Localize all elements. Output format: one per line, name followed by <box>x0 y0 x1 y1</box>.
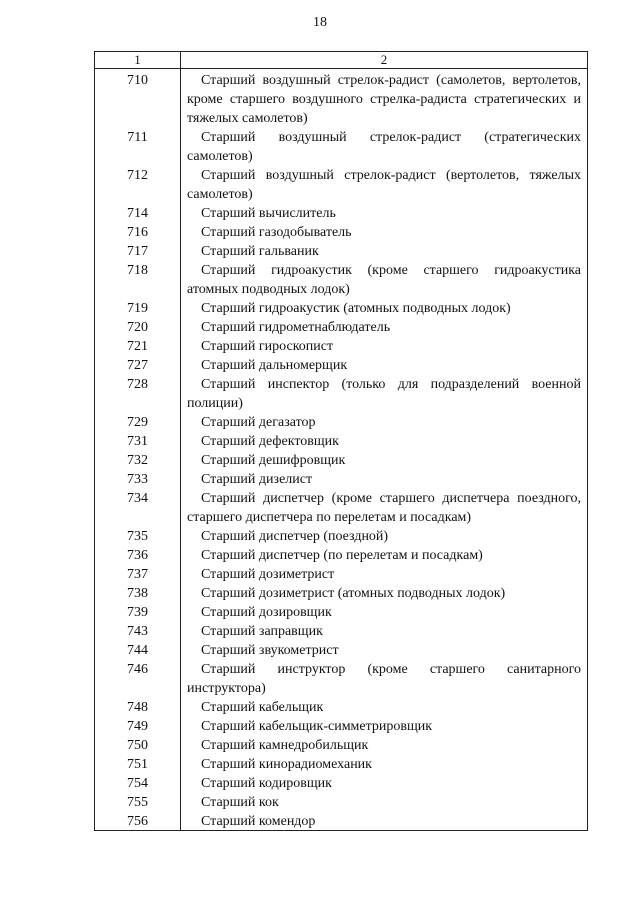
row-occupation-name: Старший камнедробильщик <box>201 738 369 753</box>
table-row <box>95 527 587 546</box>
row-occupation-name: Старший кок <box>201 795 279 810</box>
row-occupation-name: Старший гироскопист <box>201 339 334 354</box>
row-code: 711 <box>127 130 148 145</box>
row-code: 717 <box>127 244 148 259</box>
occupation-table <box>94 51 588 831</box>
table-row <box>95 223 587 242</box>
row-occupation-name: Старший дозиметрист (атомных подводных лодок) <box>201 586 506 601</box>
row-occupation-name: Старший кабельщик <box>201 700 324 715</box>
row-code: 734 <box>127 491 148 506</box>
table-row <box>95 565 587 584</box>
row-code: 744 <box>127 643 148 658</box>
table-row <box>95 242 587 261</box>
row-code: 733 <box>127 472 148 487</box>
table-row <box>95 622 587 641</box>
table-row <box>95 603 587 622</box>
row-code: 718 <box>127 263 148 278</box>
row-occupation-name: Старший инструктор (кроме старшего санитарного инструктора) <box>187 662 581 696</box>
page-number: 18 <box>313 15 327 30</box>
table-row <box>95 641 587 660</box>
row-occupation-name: Старший воздушный стрелок-радист (стратегических самолетов) <box>187 130 581 164</box>
row-code: 743 <box>127 624 148 639</box>
row-code: 720 <box>127 320 148 335</box>
row-occupation-name: Старший дальномерщик <box>201 358 348 373</box>
table-row <box>95 337 587 356</box>
table-row <box>95 717 587 736</box>
table-row <box>95 489 587 527</box>
row-code: 748 <box>127 700 148 715</box>
row-code: 751 <box>127 757 148 772</box>
row-occupation-name: Старший инспектор (только для подразделений военной полиции) <box>187 377 581 411</box>
row-code: 729 <box>127 415 148 430</box>
row-code: 755 <box>127 795 148 810</box>
row-occupation-name: Старший гидроакустик (атомных подводных лодок) <box>201 301 511 316</box>
row-code: 739 <box>127 605 148 620</box>
table-row <box>95 375 587 413</box>
row-occupation-name: Старший дозировщик <box>201 605 332 620</box>
table-header <box>95 52 587 69</box>
row-occupation-name: Старший воздушный стрелок-радист (вертолетов, тяжелых самолетов) <box>187 168 581 202</box>
row-code: 727 <box>127 358 148 373</box>
table-row <box>95 812 587 831</box>
row-code: 732 <box>127 453 148 468</box>
table-row <box>95 774 587 793</box>
row-occupation-name: Старший дегазатор <box>201 415 316 430</box>
table-row <box>95 584 587 603</box>
row-occupation-name: Старший гидрометнаблюдатель <box>201 320 391 335</box>
table-row <box>95 470 587 489</box>
table-row <box>95 413 587 432</box>
row-code: 756 <box>127 814 148 829</box>
header-col-2: 2 <box>380 52 388 67</box>
row-occupation-name: Старший заправщик <box>201 624 323 639</box>
row-code: 728 <box>127 377 148 392</box>
row-occupation-name: Старший дешифровщик <box>201 453 346 468</box>
row-code: 716 <box>127 225 148 240</box>
row-occupation-name: Старший дизелист <box>201 472 313 487</box>
table-row <box>95 204 587 223</box>
table-row <box>95 432 587 451</box>
row-occupation-name: Старший диспетчер (по перелетам и посадкам) <box>201 548 483 563</box>
header-col-1: 1 <box>134 52 141 67</box>
table-row <box>95 128 587 166</box>
row-occupation-name: Старший гальваник <box>201 244 319 259</box>
table-row <box>95 736 587 755</box>
row-occupation-name: Старший кабельщик-симметрировщик <box>201 719 433 734</box>
table-row <box>95 793 587 812</box>
row-occupation-name: Старший диспетчер (поездной) <box>201 529 389 544</box>
row-occupation-name: Старший звукометрист <box>201 643 339 658</box>
table-row <box>95 698 587 717</box>
row-occupation-name: Старший кодировщик <box>201 776 332 791</box>
row-code: 750 <box>127 738 148 753</box>
row-code: 710 <box>127 73 148 88</box>
row-code: 736 <box>127 548 148 563</box>
table-row <box>95 71 587 128</box>
table-row <box>95 166 587 204</box>
row-code: 731 <box>127 434 148 449</box>
table-row <box>95 660 587 698</box>
row-occupation-name: Старший кинорадиомеханик <box>201 757 372 772</box>
table-row <box>95 546 587 565</box>
table-row <box>95 299 587 318</box>
row-code: 746 <box>127 662 148 677</box>
table-row <box>95 755 587 774</box>
row-code: 719 <box>127 301 148 316</box>
row-code: 749 <box>127 719 148 734</box>
row-occupation-name: Старший дозиметрист <box>201 567 335 582</box>
row-code: 714 <box>127 206 148 221</box>
table-row <box>95 356 587 375</box>
row-occupation-name: Старший воздушный стрелок-радист (самолетов, вертолетов, кроме старшего воздушного стрелка-радиста стратегических и тяжелых самолетов) <box>187 73 581 126</box>
table-row <box>95 318 587 337</box>
row-code: 737 <box>127 567 148 582</box>
row-occupation-name: Старший дефектовщик <box>201 434 339 449</box>
table-row <box>95 261 587 299</box>
row-occupation-name: Старший диспетчер (кроме старшего диспетчера поездного, старшего диспетчера по перелетам и посадкам) <box>187 491 581 525</box>
row-occupation-name: Старший комендор <box>201 814 316 829</box>
row-code: 754 <box>127 776 148 791</box>
row-code: 721 <box>127 339 148 354</box>
row-code: 738 <box>127 586 148 601</box>
row-code: 712 <box>127 168 148 183</box>
row-occupation-name: Старший газодобыватель <box>201 225 352 240</box>
table-row <box>95 451 587 470</box>
row-occupation-name: Старший гидроакустик (кроме старшего гидроакустика атомных подводных лодок) <box>187 263 581 297</box>
row-occupation-name: Старший вычислитель <box>201 206 336 221</box>
table-body <box>95 69 587 831</box>
row-code: 735 <box>127 529 148 544</box>
